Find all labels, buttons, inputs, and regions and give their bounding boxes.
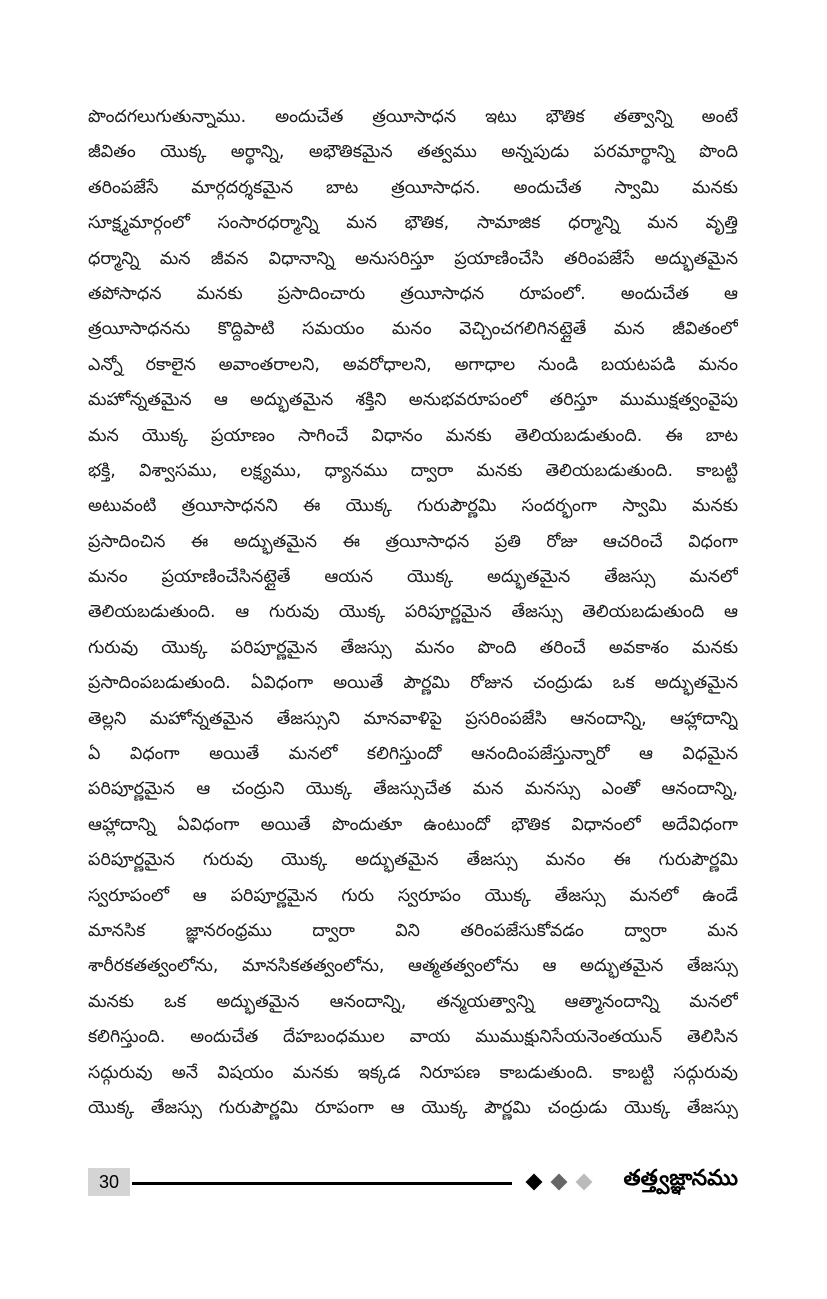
text-line: మనకు ఒక అద్భుతమైన ఆనందాన్ని, తన్మయత్వాన్ని ఆత్మానందాన్ని మనలో xyxy=(88,991,738,1012)
text-line: తపోసాధన మనకు ప్రసాదించారు త్రయీసాధన రూపంలో. అందుచేత ఆ xyxy=(88,283,738,304)
text-line: పరిపూర్ణమైన ఆ చంద్రుని యొక్క తేజస్సుచేత మన మనస్సు ఎంతో ఆనందాన్ని, xyxy=(88,779,738,800)
text-line: త్రయీసాధనను కొద్దిపాటి సమయం మనం వెచ్చించగలిగినట్లైతే మన జీవితంలో xyxy=(88,319,738,340)
text-line: ఎన్నో రకాలైన అవాంతరాలని, అవరోధాలని, అగాధాల నుండి బయటపడి మనం xyxy=(88,354,738,375)
text-line: తెల్లని మహోన్నతమైన తేజస్సుని మానవాళిపై ప్రసరింపజేసి ఆనందాన్ని, ఆహ్లాదాన్ని xyxy=(88,708,738,729)
text-line: ధర్మాన్ని మన జీవన విధానాన్ని అనుసరిస్తూ ప్రయాణించేసి తరింపజేసే అద్భుతమైన xyxy=(88,248,738,269)
text-line: సూక్ష్మమార్గంలో సంసారధర్మాన్ని మన భౌతిక, సామాజిక ధర్మాన్ని మన వృత్తి xyxy=(88,213,738,234)
text-line: మానసిక జ్ఞానరంధ్రము ద్వారా విని తరింపజేసుకోవడం ద్వారా మన xyxy=(88,920,738,941)
page-footer xyxy=(88,1168,738,1198)
text-line: ప్రసాదించిన ఈ అద్భుతమైన ఈ త్రయీసాధన ప్రతి రోజు ఆచరించే విధంగా xyxy=(88,531,738,552)
book-title: తత్త్వజ్ఞానము xyxy=(623,1166,738,1191)
text-line: జీవితం యొక్క అర్థాన్ని, అభౌతికమైన తత్వము అన్నపుడు పరమార్థాన్ని పొంది xyxy=(88,142,738,163)
text-line: స్వరూపంలో ఆ పరిపూర్ణమైన గురు స్వరూపం యొక్క తేజస్సు మనలో ఉండే xyxy=(88,885,738,906)
text-line: ఏ విధంగా అయితే మనలో కలిగిస్తుందో ఆనందింపజేస్తున్నారో ఆ విధమైన xyxy=(88,744,738,765)
diamond-ornament-icon xyxy=(551,1174,568,1191)
text-line: యొక్క తేజస్సు గురుపౌర్ణమి రూపంగా ఆ యొక్క పౌర్ణమి చంద్రుడు యొక్క తేజస్సు xyxy=(88,1097,738,1118)
text-line: ఆహ్లాదాన్ని ఏవిధంగా అయితే పొందుతూ ఉంటుందో భౌతిక విధానంలో అదేవిధంగా xyxy=(88,814,738,835)
text-line: సద్గురువు అనే విషయం మనకు ఇక్కడ నిరూపణ కాబడుతుంది. కాబట్టి సద్గురువు xyxy=(88,1062,738,1083)
text-line: ప్రసాదింపబడుతుంది. ఏవిధంగా అయితే పౌర్ణమి రోజున చంద్రుడు ఒక అద్భుతమైన xyxy=(88,673,738,694)
text-line: మహోన్నతమైన ఆ అద్భుతమైన శక్తిని అనుభవరూపంలో తరిస్తూ ముముక్షత్వంవైపు xyxy=(88,390,738,411)
text-line: పొందగలుగుతున్నాము. అందుచేత త్రయీసాధన ఇటు భౌతిక తత్వాన్ని అంటే xyxy=(88,107,738,127)
text-line: గురువు యొక్క పరిపూర్ణమైన తేజస్సు మనం పొంది తరించే అవకాశం మనకు xyxy=(88,637,738,658)
text-line: మన యొక్క ప్రయాణం సాగించే విధానం మనకు తెలియబడుతుంది. ఈ బాట xyxy=(88,425,738,446)
text-line: తెలియబడుతుంది. ఆ గురువు యొక్క పరిపూర్ణమైన తేజస్సు తెలియబడుతుంది ఆ xyxy=(88,602,738,623)
text-line: భక్తి, విశ్వాసము, లక్ష్యము, ధ్యానము ద్వారా మనకు తెలియబడుతుంది. కాబట్టి xyxy=(88,460,738,481)
text-line: అటువంటి త్రయీసాధనని ఈ యొక్క గురుపౌర్ణమి సందర్భంగా స్వామి మనకు xyxy=(88,496,738,517)
diamond-ornament-icon xyxy=(526,1174,543,1191)
diamond-ornament-icon xyxy=(576,1174,593,1191)
text-line: తరింపజేసే మార్గదర్శకమైన బాట త్రయీసాధన. అందుచేత స్వామి మనకు xyxy=(88,177,738,198)
text-line: మనం ప్రయాణించేసినట్లైతే ఆయన యొక్క అద్భుతమైన తేజస్సు మనలో xyxy=(88,567,738,588)
text-line: కలిగిస్తుంది. అందుచేత దేహబంధముల వాయ ముముక్షునిసేయనెంతయున్ తెలిసిన xyxy=(88,1027,738,1048)
page-body xyxy=(88,100,738,1126)
footer-rule xyxy=(132,1182,512,1185)
text-line: పరిపూర్ణమైన గురువు యొక్క అద్భుతమైన తేజస్సు మనం ఈ గురుపౌర్ణమి xyxy=(88,850,738,871)
page-number: 30 xyxy=(88,1168,130,1196)
text-line: శారీరకతత్వంలోను, మానసికతత్వంలోను, ఆత్మతత్వంలోను ఆ అద్భుతమైన తేజస్సు xyxy=(88,956,738,977)
